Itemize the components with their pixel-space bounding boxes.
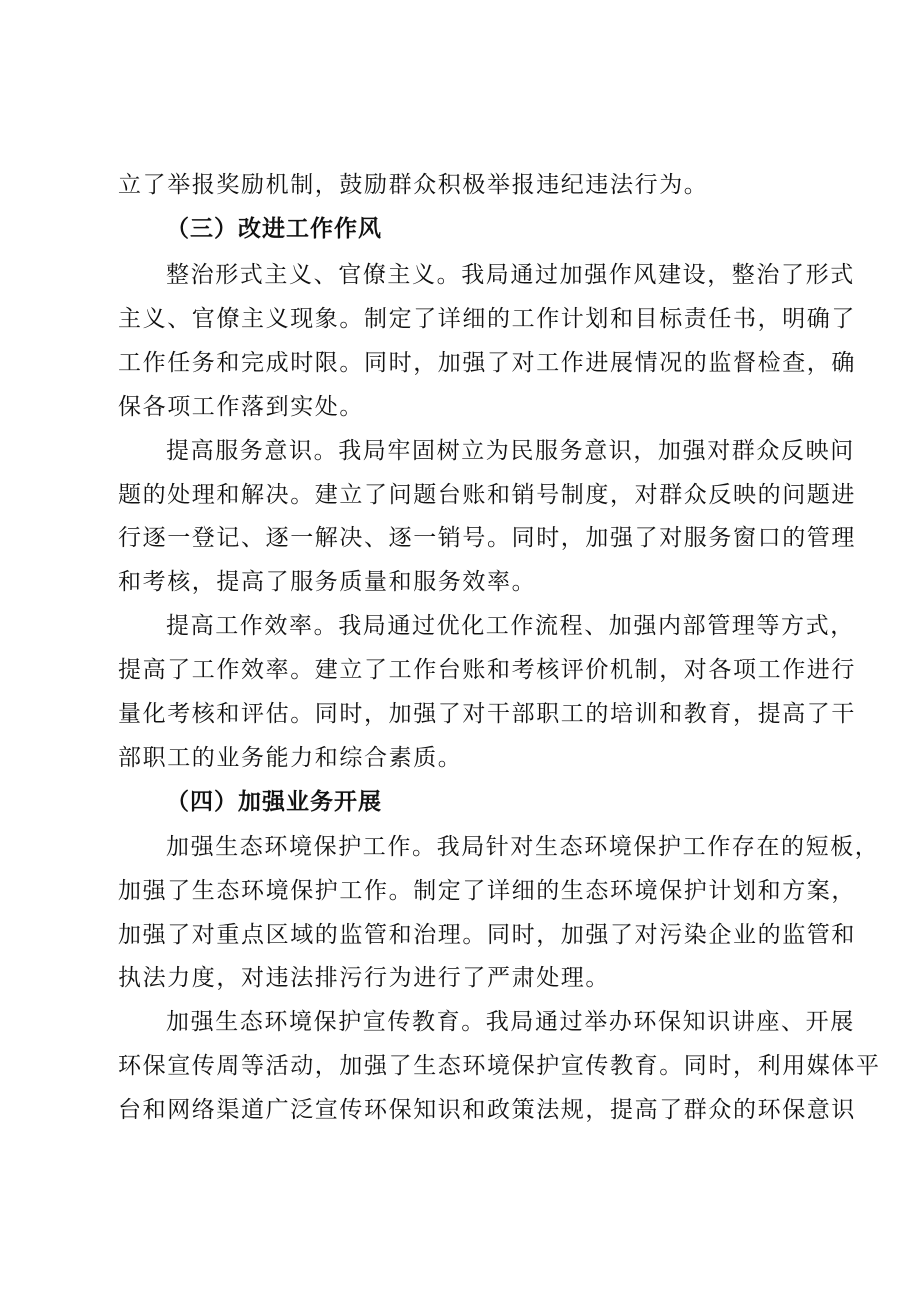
section-heading-3: （三）改进工作作风: [166, 216, 382, 242]
paragraph-line: 工作任务和完成时限。同时，加强了对工作进展情况的监督检查，确: [118, 350, 856, 376]
paragraph-line: 量化考核和评估。同时，加强了对干部职工的培训和教育，提高了干: [118, 701, 856, 727]
paragraph-line: 加强生态环境保护工作。我局针对生态环境保护工作存在的短板，: [166, 834, 880, 860]
paragraph-line: 部职工的业务能力和综合素质。: [118, 745, 463, 771]
paragraph-line: 提高了工作效率。建立了工作台账和考核评价机制，对各项工作进行: [118, 657, 856, 683]
paragraph-line: 加强生态环境保护宣传教育。我局通过举办环保知识讲座、开展: [166, 1009, 855, 1035]
paragraph-line: 提高服务意识。我局牢固树立为民服务意识，加强对群众反映问: [166, 438, 855, 464]
paragraph-line: 加强了对重点区域的监管和治理。同时，加强了对污染企业的监管和: [118, 922, 856, 948]
paragraph-line: 台和网络渠道广泛宣传环保知识和政策法规，提高了群众的环保意识: [118, 1097, 856, 1123]
paragraph-line: 提高工作效率。我局通过优化工作流程、加强内部管理等方式，: [166, 613, 855, 639]
paragraph-line: 和考核，提高了服务质量和服务效率。: [118, 569, 537, 595]
paragraph-line: 保各项工作落到实处。: [118, 394, 364, 420]
paragraph-line: 主义、官僚主义现象。制定了详细的工作计划和目标责任书，明确了: [118, 306, 856, 332]
paragraph-line: 题的处理和解决。建立了问题台账和销号制度，对群众反映的问题进: [118, 482, 856, 508]
section-heading-4: （四）加强业务开展: [166, 789, 382, 815]
paragraph-line: 立了举报奖励机制，鼓励群众积极举报违纪违法行为。: [118, 172, 709, 198]
paragraph-line: 整治形式主义、官僚主义。我局通过加强作风建设，整治了形式: [166, 262, 855, 288]
paragraph-line: 环保宣传周等活动，加强了生态环境保护宣传教育。同时，利用媒体平: [118, 1053, 881, 1079]
paragraph-line: 加强了生态环境保护工作。制定了详细的生态环境保护计划和方案，: [118, 878, 856, 904]
paragraph-line: 执法力度，对违法排污行为进行了严肃处理。: [118, 965, 610, 991]
paragraph-line: 行逐一登记、逐一解决、逐一销号。同时，加强了对服务窗口的管理: [118, 525, 856, 551]
